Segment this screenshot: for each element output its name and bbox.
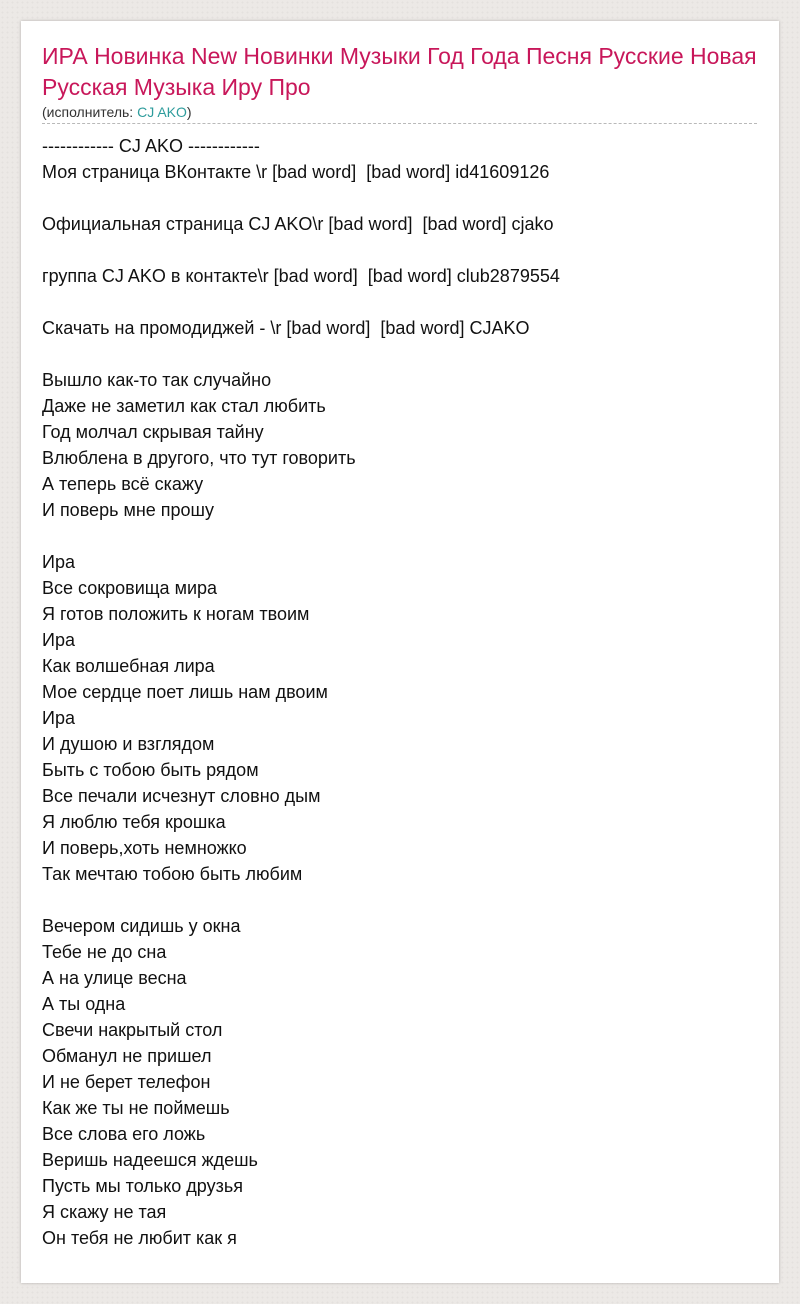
- artist-byline: [42, 104, 192, 121]
- song-title: ИРА Новинка New Новинки Музыки Год Года Песня Русские Новая Русская Музыка Иру Про: [42, 43, 757, 100]
- artist-suffix: ): [186, 104, 192, 120]
- lyrics-card: [21, 21, 779, 1283]
- title-divider: [42, 123, 757, 124]
- artist-link[interactable]: CJ AKO: [137, 104, 187, 120]
- lyrics-text: ------------ CJ AKO ------------ Моя страница ВКонтакте \r [bad word] [bad word] id41609126 Официальная страница CJ AKO\r [bad word] [bad word] cjako группа CJ AKO в контакте\r [bad word] [bad word] club2879554 Скачать на промодиджей - \r [bad word] [bad word] CJAKO Вышло как-то так случайно Даже не заметил как стал любить Год молчал скрывая тайну Влюблена в другого, что тут говорить А теперь всё скажу И поверь мне прошу Ира Все сокровища мира Я готов положить к ногам твоим Ира Как волшебная лира Мое сердце поет лишь нам двоим Ира И душою и взглядом Быть с тобою быть рядом Все печали исчезнут словно дым Я люблю тебя крошка И поверь,хоть немножко Так мечтаю тобою быть любим Вечером сидишь у окна Тебе не до сна А на улице весна А ты одна Свечи накрытый стол Обманул не пришел И не берет телефон Как же ты не поймешь Все слова его ложь Веришь надеешся ждешь Пусть мы только друзья Я скажу не тая Он тебя не любит как я: [42, 136, 560, 1248]
- artist-prefix: (исполнитель:: [42, 104, 138, 120]
